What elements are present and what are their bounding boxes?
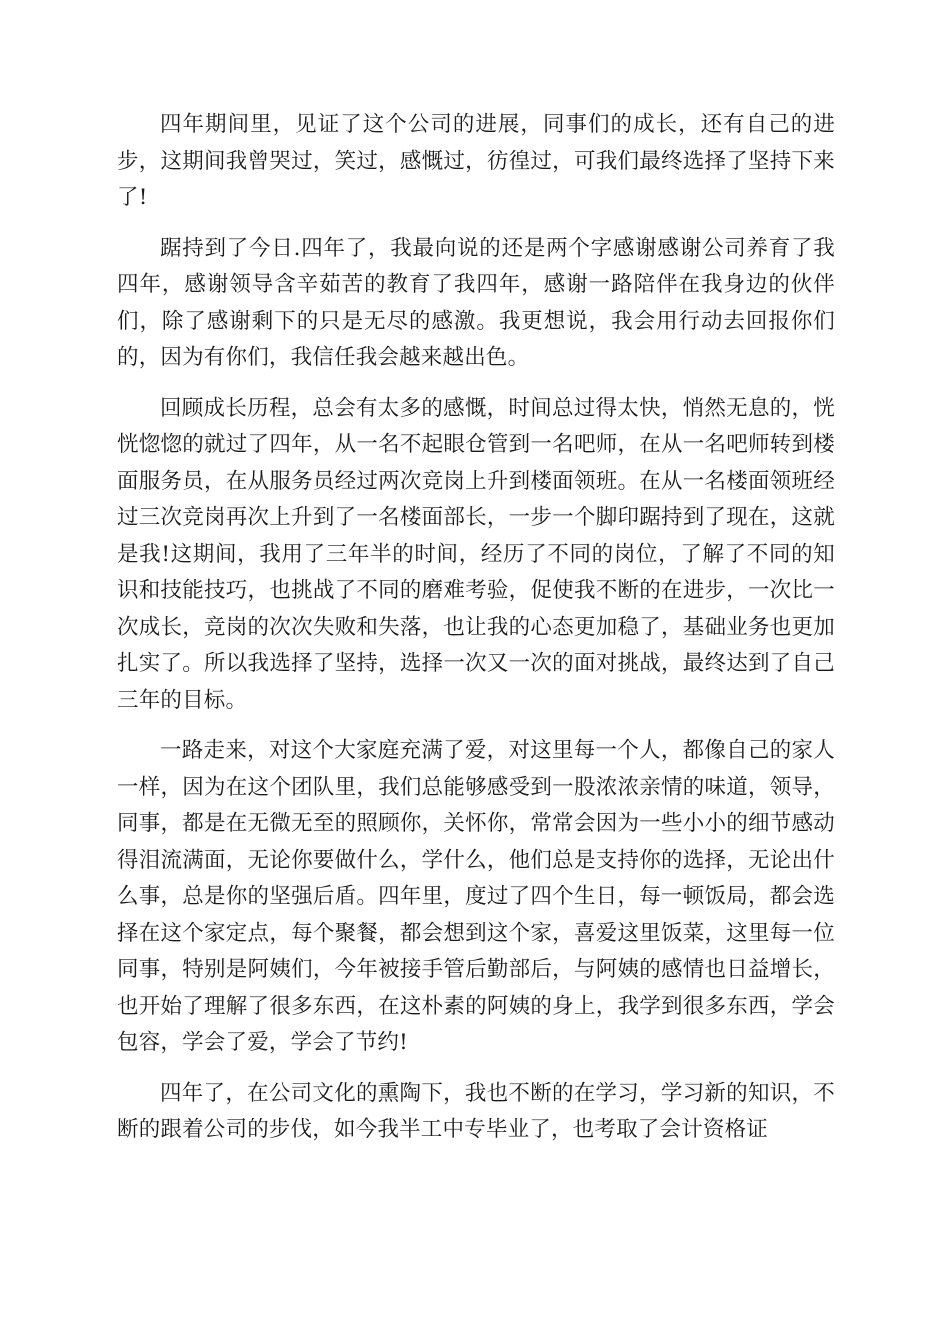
document-page bbox=[117, 107, 835, 1163]
paragraph-4: 一路走来，对这个大家庭充满了爱，对这里每一个人，都像自己的家人一样，因为在这个团队里，我们总能够感受到一股浓浓亲情的味道，领导，同事，都是在无微无至的照顾你，关怀你，常常会因为一些小小的细节感动得泪流满面，无论你要做什么，学什么，他们总是支持你的选择，无论出什么事，总是你的坚强后盾。四年里，度过了四个生日，每一顿饭局，都会选择在这个家定点，每个聚餐，都会想到这个家，喜爱这里饭菜，这里每一位同事，特别是阿姨们，今年被接手管后勤部后，与阿姨的感情也日益增长，也开始了理解了很多东西，在这朴素的阿姨的身上，我学到很多东西，学会包容，学会了爱，学会了节约! bbox=[117, 738, 835, 1055]
paragraph-1: 四年期间里，见证了这个公司的进展，同事们的成长，还有自己的进步，这期间我曾哭过，笑过，感慨过，彷徨过，可我们最终选择了坚持下来了! bbox=[117, 112, 835, 210]
paragraph-2: 踞持到了今日.四年了，我最向说的还是两个字感谢感谢公司养育了我四年，感谢领导含辛茹苦的教育了我四年，感谢一路陪伴在我身边的伙伴们，除了感谢剩下的只是无尽的感激。我更想说，我会用行动去回报你们的，因为有你们，我信任我会越来越出色。 bbox=[117, 235, 835, 370]
paragraph-3: 回顾成长历程，总会有太多的感慨，时间总过得太快，悄然无息的，恍恍惚惚的就过了四年，从一名不起眼仓管到一名吧师，在从一名吧师转到楼面服务员，在从服务员经过两次竞岗上升到楼面领班。在从一名楼面领班经过三次竞岗再次上升到了一名楼面部长，一步一个脚印踞持到了现在，这就是我!这期间，我用了三年半的时间，经历了不同的岗位，了解了不同的知识和技能技巧，也挑战了不同的磨难考验，促使我不断的在进步，一次比一次成长，竞岗的次次失败和失落，也让我的心态更加稳了，基础业务也更加扎实了。所以我选择了坚持，选择一次又一次的面对挑战，最终达到了自己三年的目标。 bbox=[117, 395, 835, 713]
paragraph-5: 四年了，在公司文化的熏陶下，我也不断的在学习，学习新的知识，不断的跟着公司的步伐，如今我半工中专毕业了，也考取了会计资格证 bbox=[117, 1080, 835, 1142]
